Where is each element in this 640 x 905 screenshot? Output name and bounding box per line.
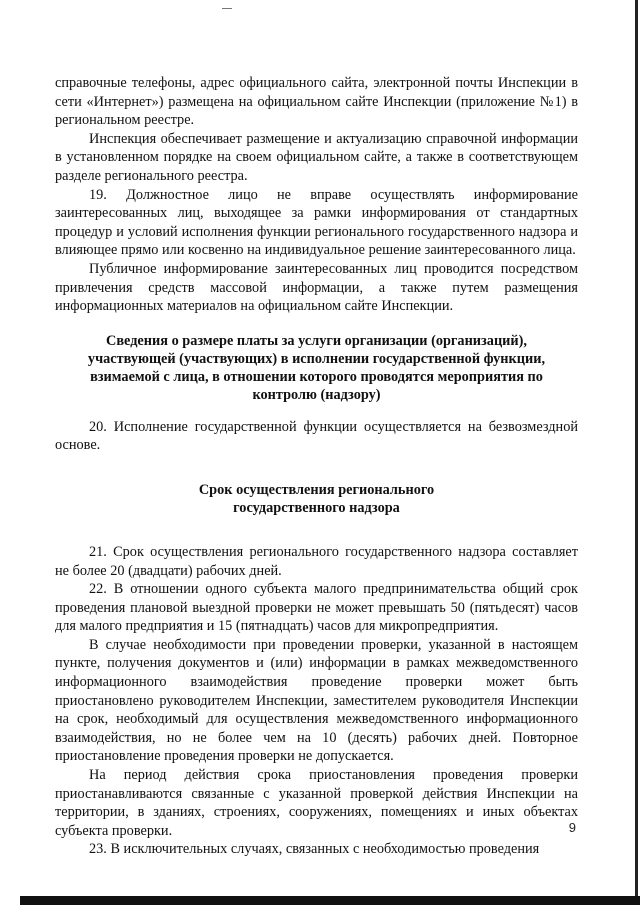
paragraph-contacts: справочные телефоны, адрес официального сайта, электронной почты Инспекции в сети «Интернет») размещена на официальном сайте Инспекции (приложение №1) в региональном реестре. (55, 75, 578, 129)
paragraph-inspection-info: Инспекция обеспечивает размещение и актуализацию справочной информации в установленном порядке на своем официальном сайте, а также в соответствующем разделе регионального реестра. (55, 130, 578, 184)
paragraph-22: 22. В отношении одного субъекта малого предпринимательства общий срок проведения плановой выездной проверки не может превышать 50 (пятьдесят) часов для малого предприятия и 15 (пятнадцать) часов для микропредприятия. (55, 581, 578, 635)
paragraph-23: 23. В исключительных случаях, связанных с необходимостью проведения (89, 841, 540, 858)
section-heading-term (55, 481, 578, 517)
scan-mark (222, 8, 232, 9)
paragraph-20: 20. Исполнение государственной функции осуществляется на безвозмездной основе. (55, 418, 578, 454)
paragraph-21: 21. Срок осуществления регионального государственного надзора составляет не более 20 (двадцати) рабочих дней. (55, 543, 578, 579)
section-heading-fee (55, 332, 578, 404)
heading-line: Срок осуществления регионального (198, 481, 435, 498)
paragraph-public-info: Публичное информирование заинтересованных лиц проводится посредством привлечения средств массовой информации, а также путем размещения информационных материалов на официальном сайте Инспекции. (55, 260, 578, 315)
paragraph-suspension-period: На период действия срока приостановления проведения проверки приостанавливаются связанные с указанной проверкой действия Инспекции на территории, в зданиях, строениях, сооружениях, помещениях и иных объектах субъекта проверки. (55, 767, 578, 839)
heading-line: участвующей (участвующих) в исполнении государственной функции, (87, 350, 546, 367)
heading-line: взимаемой с лица, в отношении которого проводятся мероприятия по (90, 368, 543, 385)
page-number: 9 (568, 820, 576, 835)
document-page (55, 74, 578, 859)
paragraph-suspension: В случае необходимости при проведении проверки, указанной в настоящем пункте, получения документов и (или) информации в рамках межведомственного информационного взаимодействия проведение проверки может быть приостановлено руководителем Инспекции, заместителем руководителя Инспекции на срок, необходимый для осуществления межведомственного информационного взаимодействия, но не более чем на 10 (десять) рабочих дней. Повторное приостановление проведения проверки не допускается. (55, 636, 578, 765)
scan-edge-bottom (20, 896, 640, 905)
heading-line: контролю (надзору) (252, 386, 381, 403)
paragraph-19: 19. Должностное лицо не вправе осуществлять информирование заинтересованных лиц, выходящее за рамки информирования от стандартных процедур и условий исполнения функции регионального государственного надзора и влияющее прямо или косвенно на индивидуальное решение заинтересованного лица. (55, 186, 578, 259)
heading-line: Сведения о размере платы за услуги организации (организаций), (106, 332, 527, 349)
heading-line: государственного надзора (233, 499, 400, 516)
scan-edge-right (635, 0, 638, 905)
